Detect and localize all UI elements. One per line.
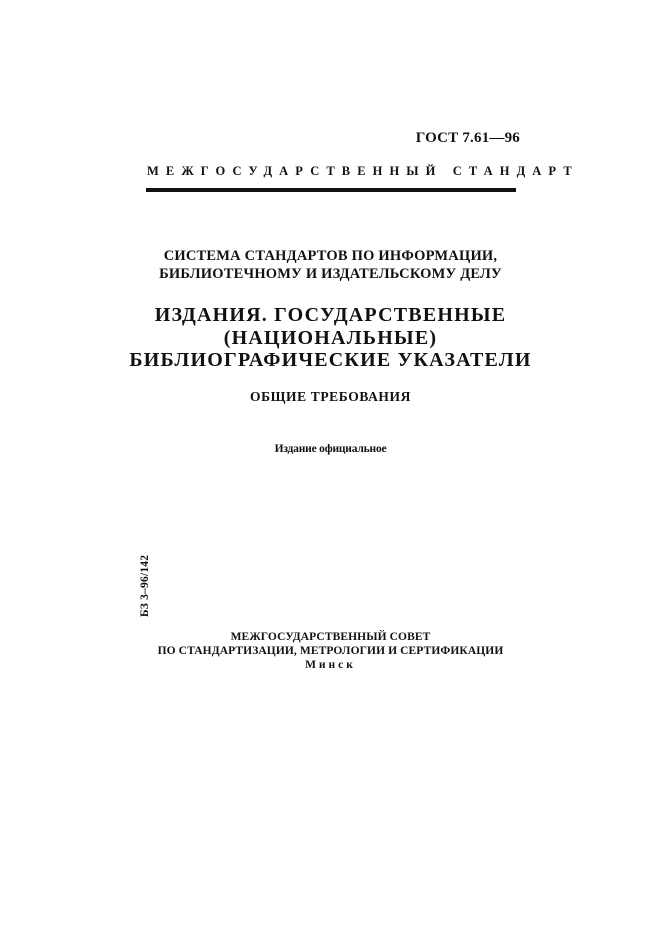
header-rule — [146, 188, 516, 192]
interstate-standard-label: МЕЖГОСУДАРСТВЕННЫЙ СТАНДАРТ — [147, 164, 579, 178]
standard-number: ГОСТ 7.61—96 — [415, 130, 520, 146]
subtitle: ОБЩИЕ ТРЕБОВАНИЯ — [250, 389, 411, 404]
council-line-2: ПО СТАНДАРТИЗАЦИИ, МЕТРОЛОГИИ И СЕРТИФИКАЦИИ — [157, 645, 504, 657]
edition-label: Издание официальное — [274, 443, 387, 455]
council-line-1: МЕЖГОСУДАРСТВЕННЫЙ СОВЕТ — [230, 631, 431, 643]
council-block — [0, 630, 661, 672]
vertical-code: БЗ 3–96/142 — [139, 554, 151, 617]
main-title-line-1: ИЗДАНИЯ. ГОСУДАРСТВЕННЫЕ — [154, 304, 507, 326]
city-name: Минск — [305, 659, 356, 671]
system-title-line-2: БИБЛИОТЕЧНОМУ И ИЗДАТЕЛЬСКОМУ ДЕЛУ — [159, 266, 502, 282]
main-title-line-2: (НАЦИОНАЛЬНЫЕ) — [223, 326, 438, 349]
system-title-line-1: СИСТЕМА СТАНДАРТОВ ПО ИНФОРМАЦИИ, — [163, 248, 498, 264]
system-title — [0, 247, 661, 283]
main-title — [0, 304, 661, 372]
main-title-line-3: БИБЛИОГРАФИЧЕСКИЕ УКАЗАТЕЛИ — [129, 349, 532, 371]
